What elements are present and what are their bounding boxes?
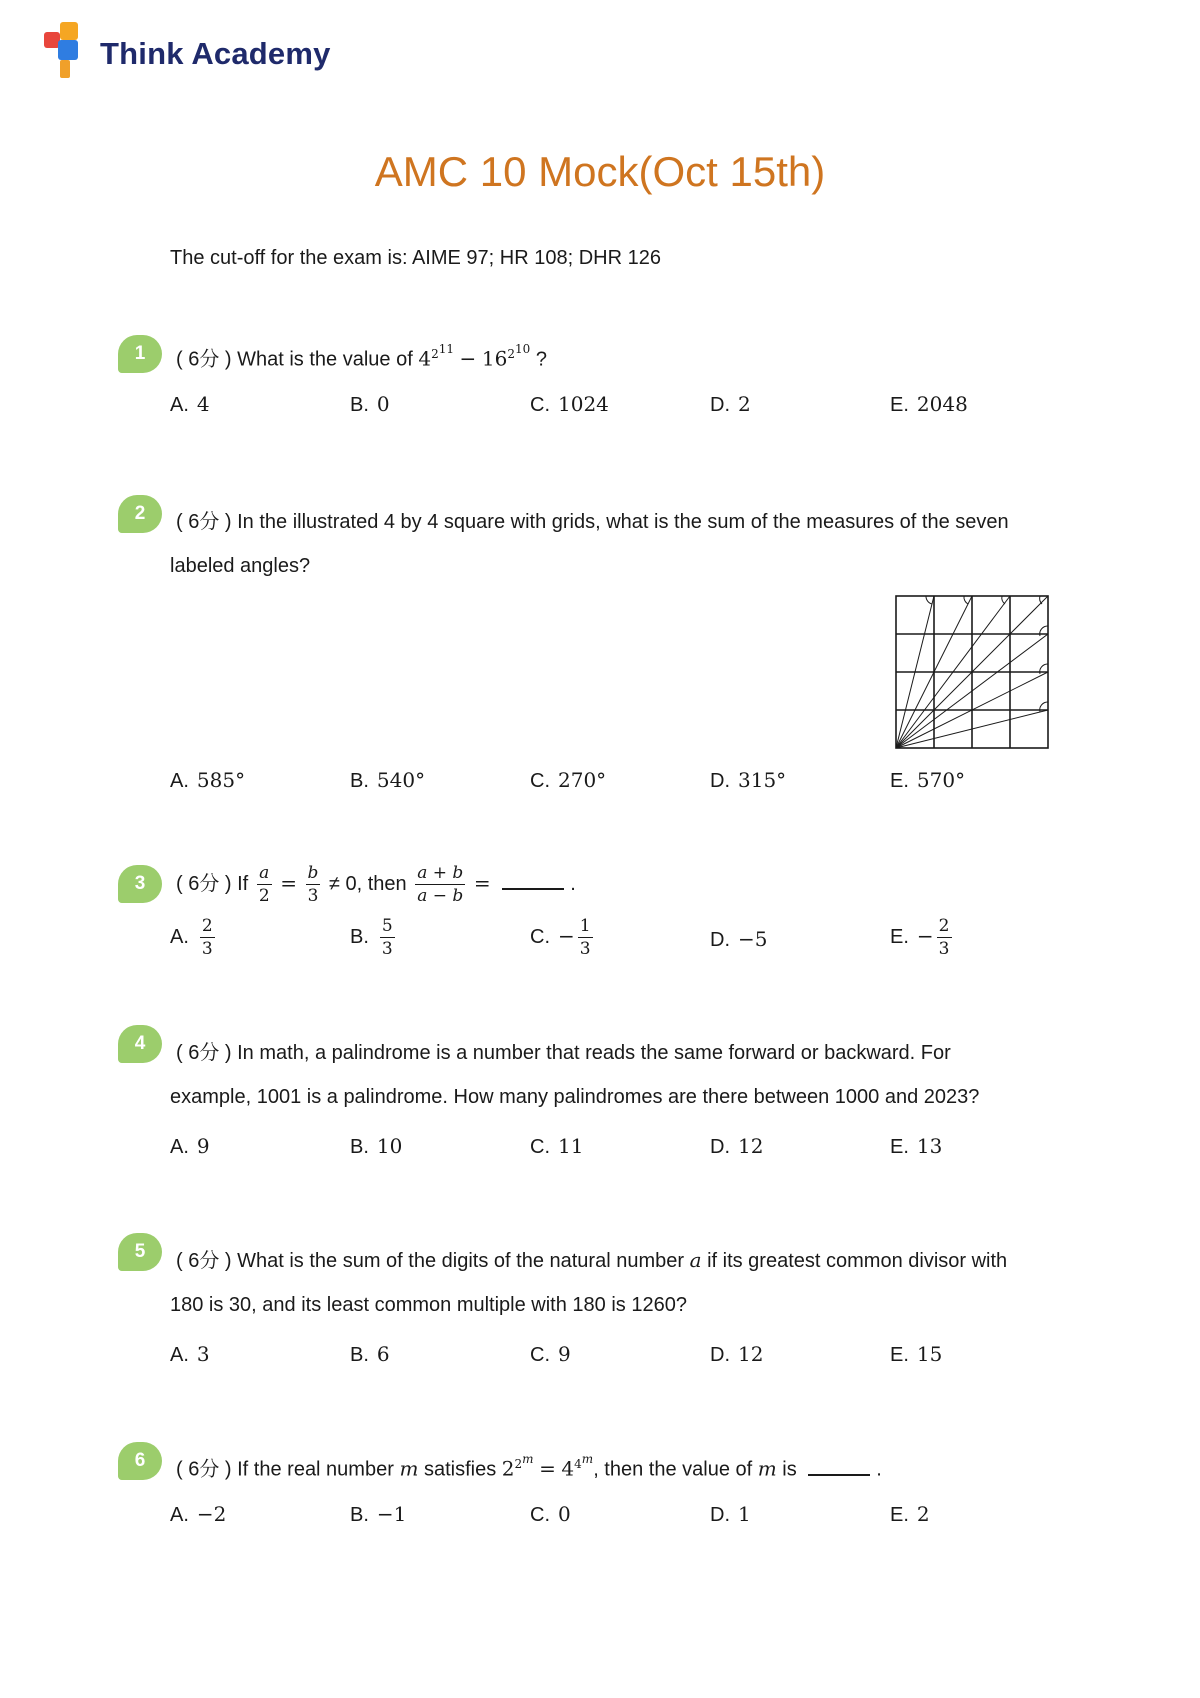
question-text: ( 6分 ) What is the sum of the digits of the natural number a if its greatest common divisor with	[176, 1248, 1008, 1272]
question-text: ( 6分 ) If the real number m satisfies $2^{2^m} = 4^{4^m}$, then the value of m is .	[176, 1452, 882, 1481]
answer-choices	[170, 1134, 1070, 1174]
choice-e[interactable]: E. 13	[890, 1134, 943, 1158]
question-text-line-2: 180 is 30, and its least common multiple with 180 is 1260?	[170, 1294, 687, 1316]
answer-choices	[170, 1342, 1070, 1382]
question-text: ( 6分 ) In the illustrated 4 by 4 square with grids, what is the sum of the measures of the seven	[176, 511, 1009, 533]
cutoff-text: The cut-off for the exam is: AIME 97; HR 108; DHR 126	[170, 247, 661, 269]
choice-a[interactable]: A. 4	[170, 392, 210, 416]
question-text-line-2: labeled angles?	[170, 555, 311, 577]
choice-b[interactable]: B. $\frac{5}{3}$	[350, 916, 393, 959]
question-number-badge: 6	[118, 1442, 162, 1480]
answer-choices	[170, 915, 1070, 959]
choice-c[interactable]: C. 1024	[530, 392, 609, 416]
choice-d[interactable]: D. 12	[710, 1134, 764, 1158]
choice-b[interactable]: B. 0	[350, 392, 390, 416]
answer-choices	[170, 1502, 1070, 1542]
question-text: ( 6分 ) If $\frac{a}{2}$ = $\frac{b}{3}$ ≠ 0, then $\frac{a + b}{a - b}$ = .	[176, 863, 576, 906]
choice-b[interactable]: B. −1	[350, 1502, 407, 1526]
choice-d[interactable]: D. 12	[710, 1342, 764, 1366]
logo-mark-icon	[44, 20, 104, 90]
answer-choices	[170, 768, 1070, 808]
choice-d[interactable]: D. −5	[710, 927, 768, 951]
choice-a[interactable]: A. −2	[170, 1502, 227, 1526]
choice-c[interactable]: C. − $\frac{1}{3}$	[530, 916, 591, 959]
question-number-badge: 3	[118, 865, 162, 903]
choice-a[interactable]: A. 3	[170, 1342, 210, 1366]
answer-blank[interactable]	[808, 1474, 870, 1476]
question-number-badge: 5	[118, 1233, 162, 1271]
choice-a[interactable]: A. $\frac{2}{3}$	[170, 916, 213, 959]
choice-b[interactable]: B. 540°	[350, 768, 426, 792]
answer-choices	[170, 392, 1070, 432]
question-number-badge: 4	[118, 1025, 162, 1063]
choice-a[interactable]: A. 9	[170, 1134, 210, 1158]
choice-e[interactable]: E. 570°	[890, 768, 966, 792]
choice-e[interactable]: E. 2	[890, 1502, 930, 1526]
question-text: ( 6分 ) What is the value of $4^{2^{11}} - 16^{2^{10}}$ ?	[176, 342, 547, 371]
brand-name: Think Academy	[100, 36, 331, 71]
choice-e[interactable]: E. 2048	[890, 392, 968, 416]
choice-c[interactable]: C. 0	[530, 1502, 571, 1526]
choice-e[interactable]: E. − $\frac{2}{3}$	[890, 916, 950, 959]
choice-a[interactable]: A. 585°	[170, 768, 246, 792]
question-text: ( 6分 ) In math, a palindrome is a number that reads the same forward or backward. For	[176, 1042, 951, 1064]
choice-d[interactable]: D. 315°	[710, 768, 787, 792]
answer-blank[interactable]	[502, 888, 564, 890]
choice-c[interactable]: C. 11	[530, 1134, 584, 1158]
choice-d[interactable]: D. 1	[710, 1502, 751, 1526]
choice-b[interactable]: B. 6	[350, 1342, 390, 1366]
question-number-badge: 1	[118, 335, 162, 373]
choice-b[interactable]: B. 10	[350, 1134, 403, 1158]
question-text-line-2: example, 1001 is a palindrome. How many palindromes are there between 1000 and 2023?	[170, 1086, 980, 1108]
choice-d[interactable]: D. 2	[710, 392, 751, 416]
choice-c[interactable]: C. 9	[530, 1342, 571, 1366]
question-number-badge: 2	[118, 495, 162, 533]
grid-angles-figure	[894, 594, 1050, 750]
choice-e[interactable]: E. 15	[890, 1342, 943, 1366]
think-academy-logo	[44, 20, 364, 90]
choice-c[interactable]: C. 270°	[530, 768, 607, 792]
page-title: AMC 10 Mock(Oct 15th)	[374, 148, 826, 195]
